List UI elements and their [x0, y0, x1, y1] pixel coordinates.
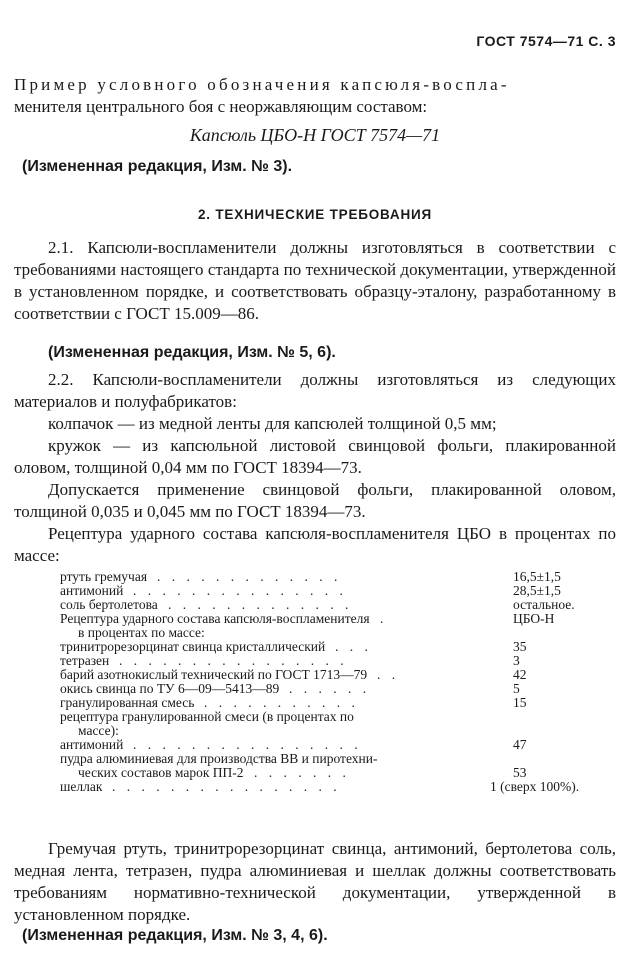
- leader-dots: . . . . . . .: [254, 765, 350, 780]
- composition-row: [60, 654, 620, 668]
- composition-row: [60, 598, 620, 612]
- component-value: 28,5±1,5: [513, 583, 561, 598]
- leader-dots: . . . . . . . . . . . . . . . .: [119, 653, 348, 668]
- component-value: 47: [513, 737, 527, 752]
- section-title: 2. ТЕХНИЧЕСКИЕ ТРЕБОВАНИЯ: [197, 207, 433, 222]
- paragraph-2-1: 2.1. Капсюли-воспламенители должны изготовляться в соответствии с требованиями настоящего стандарта по технической документации, утвержденной в установленном порядке, и соответствовать образцу-эталону, разработанному в соответствии с ГОСТ 15.009—86.: [14, 238, 616, 323]
- leader-dots: . . . . . . . . . . . . . . .: [133, 583, 347, 598]
- composition-row: [60, 752, 620, 766]
- component-name: ртуть гремучая: [60, 569, 148, 584]
- composition-row: [60, 640, 620, 654]
- component-value: 1 (сверх 100%).: [490, 779, 580, 794]
- leader-dots: . . . . . . . . . . . . . . . .: [133, 737, 362, 752]
- component-name: гранулированная смесь: [60, 695, 195, 710]
- component-name: барий азотнокислый технический по ГОСТ 1713—79: [60, 667, 368, 682]
- component-value: ЦБО-Н: [513, 611, 555, 626]
- composition-row: [60, 738, 620, 752]
- component-name: окись свинца по ТУ 6—09—5413—89: [60, 681, 280, 696]
- component-value: 3: [513, 653, 520, 668]
- edit-note-2: (Измененная редакция, Изм. № 5, 6).: [48, 344, 336, 361]
- leader-dots: . . .: [335, 639, 372, 654]
- edit-note-3: (Измененная редакция, Изм. № 3, 4, 6).: [22, 927, 328, 944]
- composition-row: [60, 682, 620, 696]
- composition-row: [60, 710, 620, 724]
- component-value: 16,5±1,5: [513, 569, 561, 584]
- closing-paragraph: Гремучая ртуть, тринитрорезорцинат свинца, антимоний, бертолетова соль, медная лента, тетразен, пудра алюминиевая и шеллак должны соответствовать требованиям нормативно-технической документации, утвержденной в установленном порядке.: [14, 839, 616, 924]
- page-header: ГОСТ 7574—71 С. 3: [476, 33, 616, 49]
- composition-row: [60, 724, 620, 738]
- leader-dots: . . . . . . . . . . . . . . . .: [112, 779, 341, 794]
- recipe-intro: Рецептура ударного состава капсюля-воспламенителя ЦБО в процентах по массе:: [14, 524, 616, 565]
- component-name: ческих составов марок ПП-2: [78, 765, 244, 780]
- component-name: пудра алюминиевая для производства ВВ и пиротехни-: [60, 751, 378, 766]
- component-name: тетразен: [60, 653, 110, 668]
- composition-row: [60, 766, 620, 780]
- component-name: антимоний: [60, 583, 124, 598]
- disc-material: кружок — из капсюльной листовой свинцовой фольги, плакированной оловом, толщиной 0,04 мм по ГОСТ 18394—73.: [14, 436, 616, 477]
- component-value: 42: [513, 667, 527, 682]
- edit-note-1: (Измененная редакция, Изм. № 3).: [22, 158, 293, 175]
- component-name: соль бертолетова: [60, 597, 158, 612]
- leader-dots: .: [380, 611, 388, 626]
- component-value: 15: [513, 695, 527, 710]
- component-name: массе):: [78, 723, 119, 738]
- leader-dots: . .: [377, 667, 400, 682]
- component-value: 5: [513, 681, 520, 696]
- component-value: 35: [513, 639, 527, 654]
- composition-row: [60, 780, 620, 794]
- composition-row: [60, 612, 620, 626]
- designation: Капсюль ЦБО-Н ГОСТ 7574—71: [189, 125, 441, 145]
- component-value: остальное.: [513, 597, 575, 612]
- component-name: шеллак: [60, 779, 103, 794]
- composition-list: [60, 570, 620, 794]
- paragraph-2-2: 2.2. Капсюли-воспламенители должны изготовляться из следующих материалов и полуфабрикатов:: [14, 370, 616, 411]
- composition-row: [60, 626, 620, 640]
- composition-row: [60, 584, 620, 598]
- component-name: рецептура гранулированной смеси (в процентах по: [60, 709, 354, 724]
- leader-dots: . . . . . . . . . . . . .: [157, 569, 342, 584]
- component-name: антимоний: [60, 737, 124, 752]
- example-line-1: Пример условного обозначения капсюля-воспла-: [14, 75, 510, 94]
- composition-row: [60, 696, 620, 710]
- component-name: Рецептура ударного состава капсюля-воспламенителя: [60, 611, 370, 626]
- leader-dots: . . . . . . . . . . .: [204, 695, 359, 710]
- leader-dots: . . . . . . . . . . . . .: [168, 597, 353, 612]
- component-name: в процентах по массе:: [78, 625, 205, 640]
- leader-dots: . . . . . .: [289, 681, 371, 696]
- allowed-foil: Допускается применение свинцовой фольги, плакированной оловом, толщиной 0,035 и 0,045 мм по ГОСТ 18394—73.: [14, 480, 616, 521]
- example-line-2: менителя центрального боя с неоржавляющим составом:: [14, 97, 428, 116]
- composition-row: [60, 668, 620, 682]
- composition-row: [60, 570, 620, 584]
- component-name: тринитрорезорцинат свинца кристаллический: [60, 639, 326, 654]
- cap-material: колпачок — из медной ленты для капсюлей толщиной 0,5 мм;: [48, 414, 497, 433]
- component-value: 53: [513, 765, 527, 780]
